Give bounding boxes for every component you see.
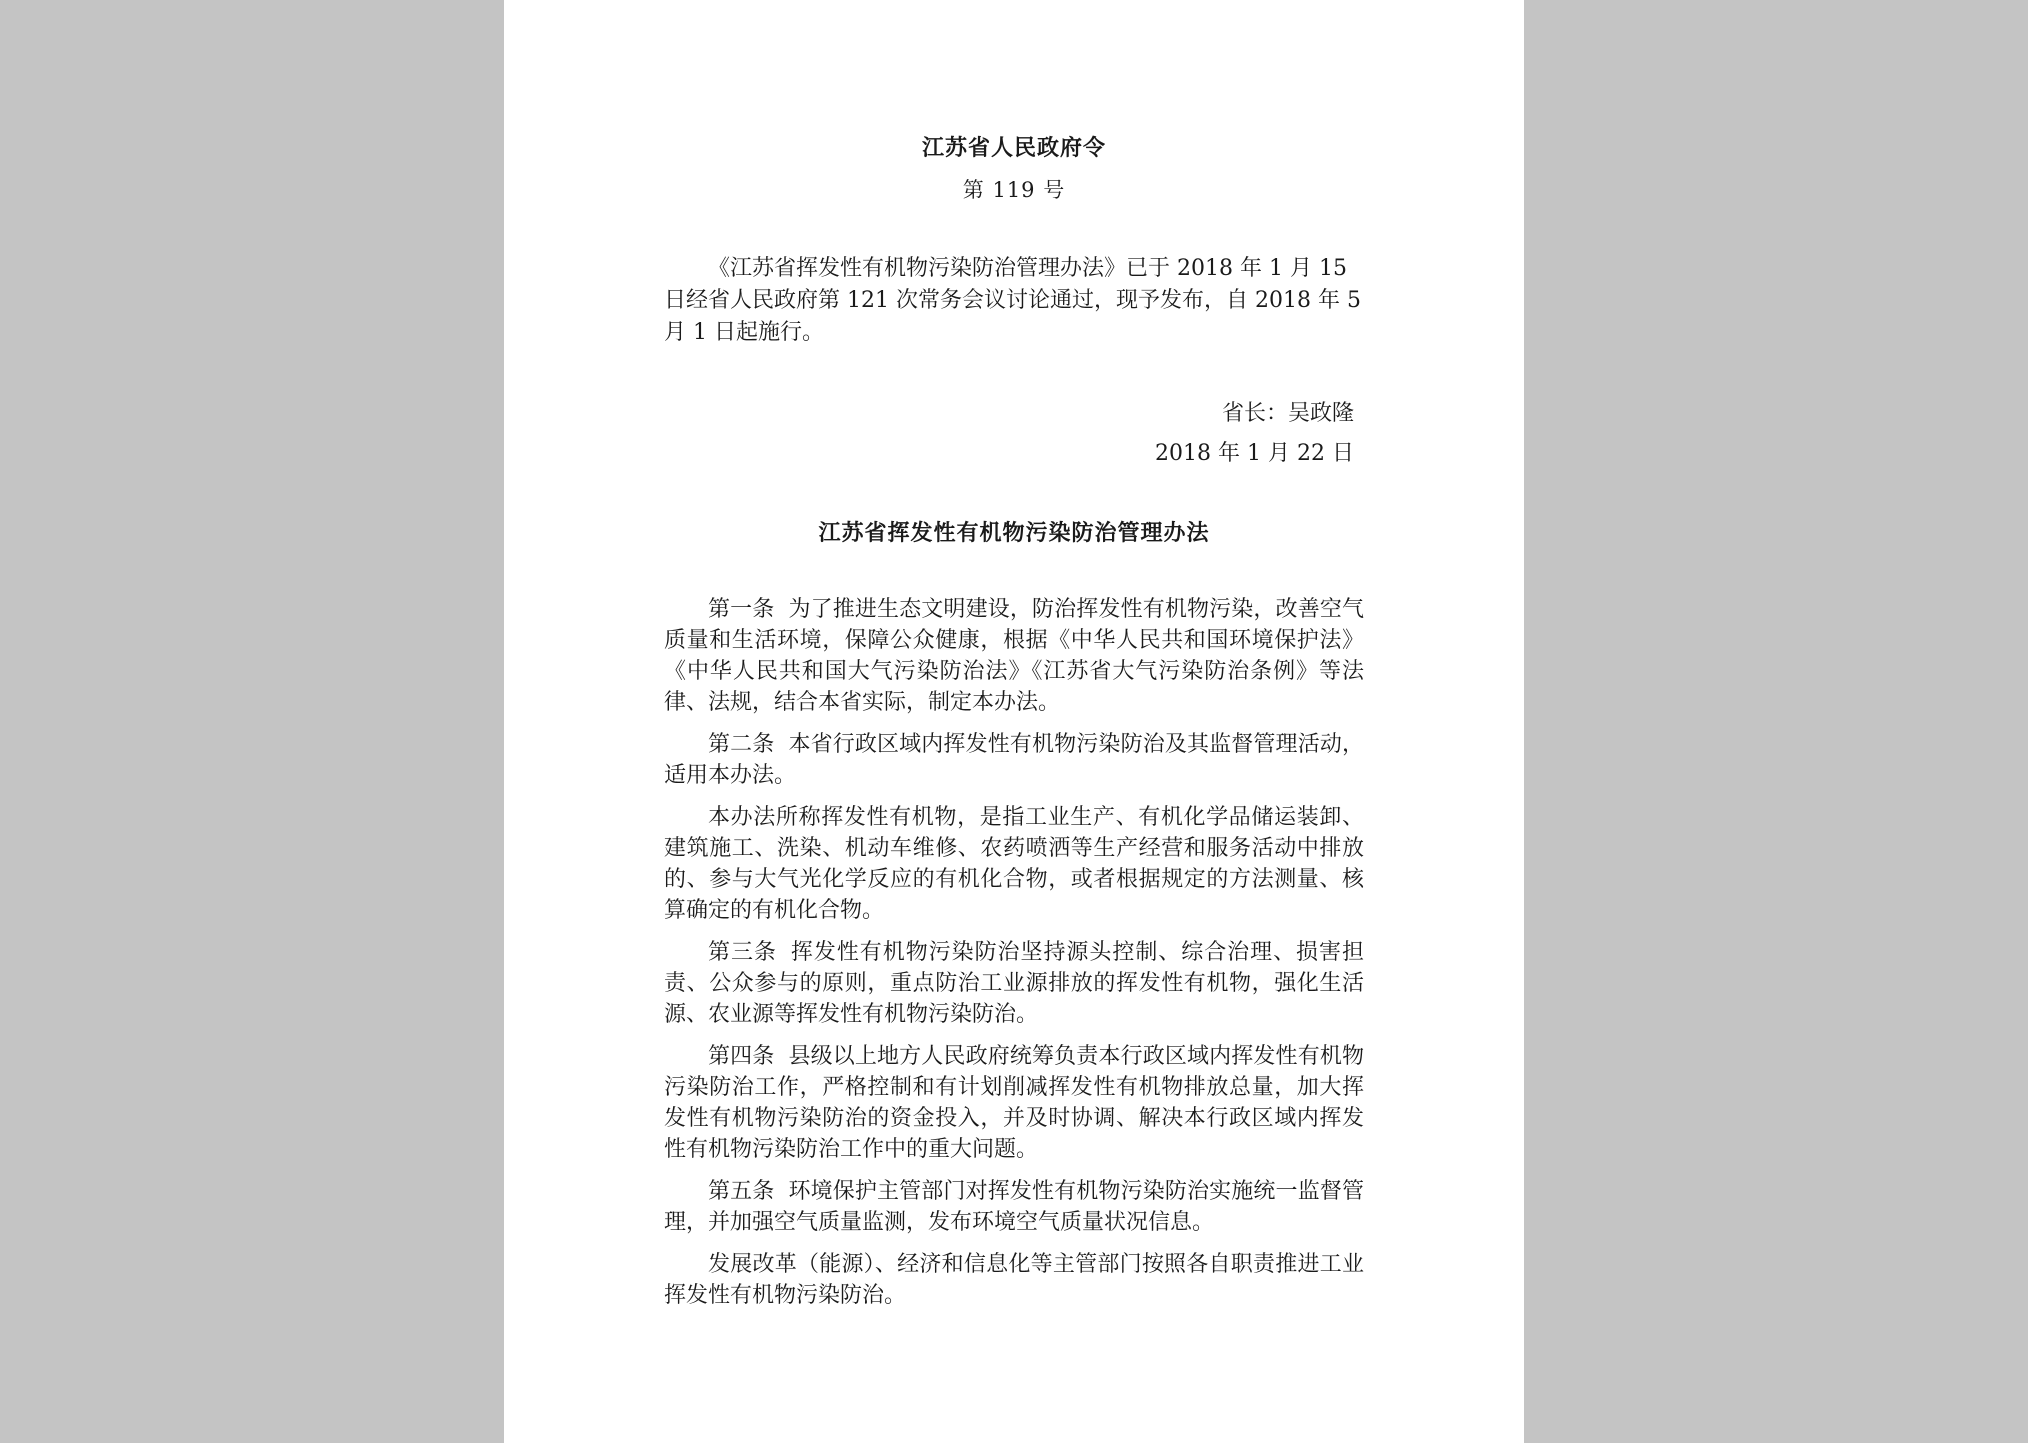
order-title: 江苏省人民政府令 — [921, 135, 1106, 161]
article-2-paragraph-2 — [664, 802, 1364, 926]
article-2 — [664, 729, 1364, 791]
governor-signature: 省长：吴政隆 — [1221, 401, 1354, 426]
law-body — [664, 594, 1364, 1322]
article-text: 本省行政区域内挥发性有机物污染防治及其监督管理活动，适用本办法。 — [664, 732, 1364, 788]
article-5 — [664, 1176, 1364, 1238]
article-3 — [664, 937, 1364, 1030]
law-title: 江苏省挥发性有机物污染防治管理办法 — [818, 520, 1210, 546]
order-date: 2018 年 1 月 22 日 — [1155, 441, 1354, 466]
article-text: 挥发性有机物污染防治坚持源头控制、综合治理、损害担责、公众参与的原则，重点防治工业源排放的挥发性有机物，强化生活源、农业源等挥发性有机物污染防治。 — [664, 940, 1364, 1027]
article-text: 本办法所称挥发性有机物，是指工业生产、有机化学品储运装卸、建筑施工、洗染、机动车维修、农药喷洒等生产经营和服务活动中排放的、参与大气光化学反应的有机化合物，或者根据规定的方法测量、核算确定的有机化合物。 — [664, 805, 1364, 923]
order-number: 第 119 号 — [962, 178, 1066, 202]
article-1 — [664, 594, 1364, 718]
article-4 — [664, 1041, 1364, 1165]
article-number: 第一条 — [708, 597, 775, 622]
order-text: 《江苏省挥发性有机物污染防治管理办法》已于 2018 年 1 月 15 日经省人民政府第 121 次常务会议讨论通过，现予发布，自 2018 年 5 月 1 日起施行。 — [664, 256, 1361, 345]
document-page — [504, 0, 1524, 1443]
article-text: 为了推进生态文明建设，防治挥发性有机物污染，改善空气质量和生活环境，保障公众健康，根据《中华人民共和国环境保护法》《中华人民共和国大气污染防治法》《江苏省大气污染防治条例》等法律、法规，结合本省实际，制定本办法。 — [664, 597, 1364, 715]
article-number: 第二条 — [708, 732, 775, 757]
article-text: 县级以上地方人民政府统筹负责本行政区域内挥发性有机物污染防治工作，严格控制和有计划削减挥发性有机物排放总量，加大挥发性有机物污染防治的资金投入，并及时协调、解决本行政区域内挥发性有机物污染防治工作中的重大问题。 — [664, 1044, 1364, 1162]
article-text: 发展改革（能源）、经济和信息化等主管部门按照各自职责推进工业挥发性有机物污染防治。 — [664, 1252, 1364, 1308]
article-number: 第五条 — [708, 1179, 775, 1204]
article-number: 第四条 — [708, 1044, 775, 1069]
article-number: 第三条 — [708, 940, 777, 965]
article-5-paragraph-2 — [664, 1249, 1364, 1311]
article-text: 环境保护主管部门对挥发性有机物污染防治实施统一监督管理，并加强空气质量监测，发布环境空气质量状况信息。 — [664, 1179, 1364, 1235]
